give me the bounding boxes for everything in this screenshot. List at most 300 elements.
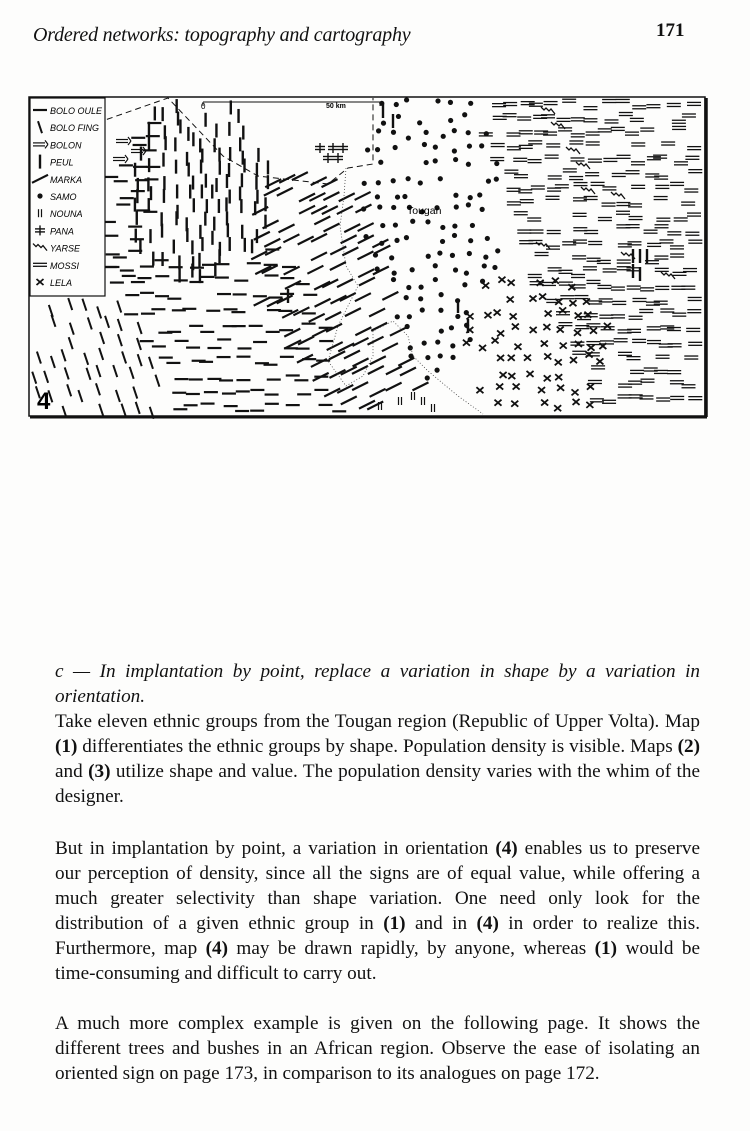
double-dash-symbol	[547, 188, 561, 191]
slash-symbol	[370, 356, 386, 364]
cross-symbol	[512, 324, 519, 330]
cross-symbol	[476, 387, 483, 393]
double-dash-symbol	[490, 158, 504, 161]
town-label-tougan: Tougan	[407, 205, 442, 217]
slash-symbol	[327, 342, 343, 350]
text-run: differentiates the ethnic groups by shape. Population density is visible. Maps	[77, 736, 678, 757]
slash-symbol	[279, 224, 295, 232]
dot-symbol	[404, 97, 409, 102]
dot-symbol	[376, 128, 381, 133]
slash-symbol	[324, 223, 340, 231]
double-dash-symbol	[668, 344, 682, 347]
dot-symbol	[402, 194, 407, 199]
double-dash-symbol	[569, 141, 583, 144]
slash-symbol	[341, 396, 357, 404]
dot-symbol	[468, 337, 473, 342]
double-dash-symbol	[688, 240, 702, 243]
double-dash-symbol	[617, 260, 631, 263]
yarse-symbol	[581, 187, 595, 194]
double-dash-symbol	[503, 114, 517, 117]
yarse-symbol	[576, 162, 590, 169]
slash-symbol	[400, 367, 416, 375]
double-dash-symbol	[603, 269, 617, 272]
page-number: 171	[656, 20, 685, 41]
steep-backslash-symbol	[99, 348, 103, 360]
steep-backslash-symbol	[155, 375, 159, 387]
double-dash-symbol	[548, 176, 562, 179]
double-dash-symbol	[654, 370, 668, 373]
nouna-symbol	[412, 392, 415, 400]
slash-symbol	[390, 328, 406, 336]
map-symbols	[32, 97, 702, 418]
double-dash-symbol	[626, 171, 640, 174]
dot-symbol	[466, 202, 471, 207]
steep-backslash-symbol	[65, 367, 69, 379]
double-dash-symbol	[588, 159, 602, 162]
double-dash-symbol	[590, 399, 604, 402]
double-dash-symbol	[667, 371, 681, 374]
double-dash-symbol	[584, 231, 598, 234]
double-dash-symbol	[667, 232, 681, 235]
steep-backslash-symbol	[105, 316, 109, 328]
map-reference: (1)	[594, 938, 618, 959]
double-dash-symbol	[528, 141, 542, 144]
slash-symbol	[254, 298, 270, 306]
double-dash-symbol	[573, 213, 587, 216]
cross-symbol	[541, 341, 548, 347]
dot-symbol	[422, 142, 427, 147]
dot-symbol	[438, 308, 443, 313]
slash-symbol	[344, 351, 360, 359]
cross-symbol	[508, 355, 515, 361]
dot-symbol	[404, 295, 409, 300]
double-dash-symbol	[602, 400, 616, 403]
double-dash-symbol	[541, 115, 555, 118]
slash-symbol	[314, 216, 330, 224]
double-dash-symbol	[571, 158, 585, 161]
double-dash-symbol	[591, 182, 605, 185]
double-dash-symbol	[559, 282, 573, 285]
dot-symbol	[462, 282, 467, 287]
double-dash-symbol	[647, 327, 661, 330]
dot-symbol	[448, 100, 453, 105]
double-dash-symbol	[632, 339, 646, 342]
map-reference: (3)	[88, 761, 111, 782]
cross-symbol	[530, 296, 537, 302]
dot-symbol	[396, 114, 401, 119]
text-run: in order to realize this. Furthermore, map	[55, 913, 700, 959]
double-dash-symbol	[558, 270, 572, 273]
dot-symbol	[378, 160, 383, 165]
dot-symbol	[365, 147, 370, 152]
cross-symbol	[573, 399, 580, 405]
slash-symbol	[312, 329, 328, 337]
dot-symbol	[410, 267, 415, 272]
slash-symbol	[372, 239, 388, 247]
map-reference: (2)	[677, 736, 700, 757]
cross-symbol	[527, 371, 534, 377]
slash-symbol	[265, 247, 281, 255]
double-dash-symbol	[687, 310, 701, 313]
double-dash-symbol	[571, 118, 585, 121]
double-dash-symbol	[632, 298, 646, 301]
slash-symbol	[386, 383, 402, 391]
figure-number: 4	[37, 388, 51, 415]
legend-label: SAMO	[50, 192, 77, 202]
slash-symbol	[323, 192, 339, 200]
dot-symbol	[425, 219, 430, 224]
slash-symbol	[370, 389, 386, 397]
dot-symbol	[464, 271, 469, 276]
steep-backslash-symbol	[113, 365, 117, 377]
double-dash-symbol	[644, 230, 658, 233]
double-dash-symbol	[571, 274, 585, 277]
double-dash-symbol	[602, 187, 616, 190]
slash-symbol	[338, 343, 354, 351]
paragraph-text	[55, 1011, 700, 1086]
dot-symbol	[424, 160, 429, 165]
double-dash-symbol	[600, 341, 614, 344]
double-dash-symbol	[646, 105, 660, 108]
double-dash-symbol	[640, 288, 654, 291]
nouna-symbol	[422, 397, 425, 405]
dot-symbol	[404, 235, 409, 240]
double-dash-symbol	[611, 287, 625, 290]
dot-symbol	[381, 121, 386, 126]
dot-symbol	[362, 181, 367, 186]
slash-symbol	[264, 239, 280, 247]
cross-symbol	[494, 400, 501, 406]
dot-symbol	[433, 263, 438, 268]
double-dash-symbol	[574, 183, 588, 186]
double-dash-symbol	[506, 133, 520, 136]
double-dash-symbol	[631, 162, 645, 165]
yarse-symbol	[661, 272, 675, 279]
slash-symbol	[386, 366, 402, 374]
double-dash-symbol	[685, 156, 699, 159]
double-dash-symbol	[654, 256, 668, 259]
dot-symbol	[425, 355, 430, 360]
map-canvas	[28, 96, 708, 419]
double-dash-symbol	[583, 119, 597, 122]
legend-label: PEUL	[50, 157, 74, 168]
dot-symbol	[492, 265, 497, 270]
double-dash-symbol	[545, 155, 559, 158]
text-run: utilize shape and value. The population density varies with the whim of the designer.	[55, 761, 700, 807]
dot-symbol	[435, 98, 440, 103]
double-dash-symbol	[586, 142, 600, 145]
cross-symbol	[554, 405, 561, 411]
slash-symbol	[357, 251, 373, 259]
slash-symbol	[355, 192, 371, 200]
dot-symbol	[448, 118, 453, 123]
double-dash-symbol	[514, 212, 528, 215]
double-dash-symbol	[572, 351, 586, 354]
double-dash-symbol	[598, 129, 612, 132]
slash-symbol	[358, 269, 374, 277]
dot-symbol	[466, 130, 471, 135]
cross-symbol	[498, 277, 505, 283]
dot-symbol	[480, 279, 485, 284]
cross-symbol	[538, 387, 545, 393]
dot-symbol	[376, 180, 381, 185]
slash-symbol	[359, 277, 375, 285]
double-dash-symbol	[632, 106, 646, 109]
paragraph-text	[55, 836, 700, 986]
double-dash-symbol	[686, 328, 700, 331]
legend-label: MARKA	[50, 174, 83, 185]
double-dash-symbol	[604, 120, 618, 123]
double-dash-symbol	[660, 309, 674, 312]
cross-symbol	[508, 280, 515, 286]
double-dash-symbol	[507, 202, 521, 205]
dot-symbol	[406, 176, 411, 181]
steep-backslash-symbol	[99, 404, 103, 416]
double-dash-symbol	[630, 370, 644, 373]
slash-symbol	[330, 262, 346, 270]
pana-symbol	[338, 143, 348, 153]
double-dash-symbol	[670, 396, 684, 399]
double-dash-symbol	[672, 126, 686, 129]
dot-symbol	[391, 130, 396, 135]
double-dash-symbol	[682, 114, 696, 117]
double-dash-symbol	[557, 118, 571, 121]
dot-symbol	[433, 145, 438, 150]
double-dash-symbol	[683, 269, 697, 272]
dot-symbol	[424, 130, 429, 135]
steep-backslash-symbol	[97, 306, 101, 318]
dot-symbol	[420, 307, 425, 312]
double-dash-symbol	[639, 309, 653, 312]
double-dash-symbol	[513, 158, 527, 161]
steep-backslash-symbol	[32, 372, 36, 384]
double-dash-symbol	[656, 218, 670, 221]
yarse-symbol	[611, 192, 625, 199]
cross-symbol	[496, 384, 503, 390]
slash-symbol	[398, 358, 414, 366]
double-dash-symbol	[647, 243, 661, 246]
double-dash-symbol	[616, 99, 630, 102]
cross-symbol	[569, 300, 576, 306]
steep-backslash-symbol	[96, 383, 100, 395]
pana-symbol	[315, 143, 325, 153]
ethnic-groups-orientation-map	[28, 96, 708, 419]
dot-symbol	[406, 135, 411, 140]
double-dash-symbol	[519, 131, 533, 134]
double-dash-symbol	[659, 240, 673, 243]
double-dash-symbol	[687, 102, 701, 105]
dot-symbol	[453, 157, 458, 162]
yarse-symbol	[541, 107, 555, 114]
cross-symbol	[539, 294, 546, 300]
slash-symbol	[369, 309, 385, 317]
double-dash-symbol	[546, 144, 560, 147]
double-dash-symbol	[631, 185, 645, 188]
steep-backslash-symbol	[117, 301, 121, 313]
cross-symbol	[494, 310, 501, 316]
slash-symbol	[382, 292, 398, 300]
dot-symbol	[377, 204, 382, 209]
dot-symbol	[391, 205, 396, 210]
cross-symbol	[543, 324, 550, 330]
double-dash-symbol	[556, 312, 570, 315]
dot-symbol	[449, 325, 454, 330]
cross-symbol	[497, 355, 504, 361]
cross-symbol	[572, 389, 579, 395]
cross-symbol	[557, 327, 564, 333]
double-dash-symbol	[629, 217, 643, 220]
text-run: A much more complex example is given on the following page. It shows the different trees and bushes in an African region. Observe the ease of isolating an oriented sign on page 173, in comparison to its analogues on page 172.	[55, 1013, 700, 1084]
double-dash-symbol	[629, 316, 643, 319]
double-dash-symbol	[591, 366, 605, 369]
steep-backslash-symbol	[122, 351, 126, 363]
dot-symbol	[453, 267, 458, 272]
dot-symbol	[433, 158, 438, 163]
dot-symbol	[437, 250, 442, 255]
dot-symbol	[395, 314, 400, 319]
double-dash-symbol	[674, 218, 688, 221]
double-dash-symbol	[670, 254, 684, 257]
slash-symbol	[339, 193, 355, 201]
dot-symbol	[426, 254, 431, 259]
text-run: Take eleven ethnic groups from the Tougan region (Republic of Upper Volta). Map	[55, 711, 700, 732]
dot-symbol	[479, 143, 484, 148]
double-dash-symbol	[655, 185, 669, 188]
slash-symbol	[311, 252, 327, 260]
double-dash-symbol	[672, 120, 686, 123]
double-dash-symbol	[687, 147, 701, 150]
double-dash-symbol	[546, 196, 560, 199]
slash-symbol	[315, 299, 331, 307]
dot-symbol	[467, 251, 472, 256]
pana-symbol	[328, 143, 338, 153]
dot-symbol	[380, 223, 385, 228]
double-dash-symbol	[586, 132, 600, 135]
dot-symbol	[468, 101, 473, 106]
double-dash-symbol	[626, 225, 640, 228]
double-dash-symbol	[583, 107, 597, 110]
dot-symbol	[484, 131, 489, 136]
double-dash-symbol	[588, 380, 602, 383]
dot-symbol	[406, 285, 411, 290]
dot-symbol	[477, 192, 482, 197]
cross-symbol	[555, 359, 562, 365]
steep-backslash-symbol	[88, 317, 92, 329]
double-dash-symbol	[630, 118, 644, 121]
dot-symbol	[441, 134, 446, 139]
slash-symbol	[353, 358, 369, 366]
double-dash-symbol	[674, 162, 688, 165]
dot-symbol	[480, 207, 485, 212]
double-dash-symbol	[670, 182, 684, 185]
double-dash-symbol	[514, 175, 528, 178]
legend-label: LELA	[50, 278, 73, 288]
dot-symbol	[391, 277, 396, 282]
slash-symbol	[374, 246, 390, 254]
slash-symbol	[307, 266, 323, 274]
cross-symbol	[555, 374, 562, 380]
double-dash-symbol	[655, 286, 669, 289]
dot-symbol	[470, 223, 475, 228]
scale-bar	[201, 102, 380, 111]
dot-symbol	[375, 194, 380, 199]
double-dash-symbol	[547, 231, 561, 234]
steep-backslash-symbol	[51, 356, 55, 368]
dot-symbol	[467, 143, 472, 148]
dot-symbol	[435, 339, 440, 344]
dot-symbol	[482, 263, 487, 268]
dot-symbol	[408, 345, 413, 350]
cross-symbol	[604, 323, 611, 329]
slash-symbol	[367, 337, 383, 345]
steep-backslash-symbol	[37, 352, 41, 364]
dot-symbol	[454, 204, 459, 209]
paragraph-intro	[55, 659, 700, 809]
double-dash-symbol	[684, 356, 698, 359]
pana-symbol	[323, 153, 333, 163]
cross-symbol	[596, 358, 603, 364]
dot-symbol	[417, 120, 422, 125]
double-dash-symbol	[517, 230, 531, 233]
steep-backslash-symbol	[136, 402, 140, 414]
double-dash-symbol	[627, 286, 641, 289]
map-reference: (4)	[495, 838, 518, 859]
dotted-boundary	[328, 168, 483, 414]
cross-symbol	[507, 296, 514, 302]
slash-symbol	[355, 293, 371, 301]
samo-legend-icon	[37, 193, 42, 198]
cross-symbol	[484, 312, 491, 318]
double-dash-symbol	[612, 173, 626, 176]
text-run: would be time-consuming and difficult to carry out.	[55, 938, 700, 984]
double-dash-symbol	[612, 301, 626, 304]
cross-symbol	[479, 345, 486, 351]
double-dash-symbol	[628, 381, 642, 384]
dot-symbol	[440, 239, 445, 244]
slash-symbol	[309, 314, 325, 322]
double-dash-symbol	[562, 99, 576, 102]
double-dash-symbol	[528, 274, 542, 277]
dot-symbol	[392, 271, 397, 276]
dot-symbol	[452, 148, 457, 153]
steep-backslash-symbol	[149, 357, 153, 369]
double-dash-symbol	[616, 211, 630, 214]
dot-symbol	[450, 253, 455, 258]
cross-symbol	[586, 402, 593, 408]
cross-symbol	[559, 307, 566, 313]
cross-symbol	[574, 330, 581, 336]
double-dash-symbol	[625, 132, 639, 135]
cross-symbol	[500, 372, 507, 378]
slash-symbol	[341, 235, 357, 243]
dot-symbol	[455, 314, 460, 319]
cross-symbol	[590, 328, 597, 334]
double-dash-symbol	[520, 200, 534, 203]
double-dash-symbol	[574, 296, 588, 299]
cross-symbol	[588, 345, 595, 351]
slash-symbol	[342, 247, 358, 255]
double-dash-symbol	[544, 102, 558, 105]
dot-symbol	[418, 285, 423, 290]
double-dash-symbol	[614, 339, 628, 342]
map-reference: (1)	[55, 736, 78, 757]
map-reference: (1)	[383, 913, 406, 934]
steep-backslash-symbol	[87, 368, 91, 380]
cross-symbol	[557, 385, 564, 391]
legend-label: BOLO OULE	[50, 106, 103, 116]
cross-symbol	[530, 327, 537, 333]
double-dash-symbol	[572, 256, 586, 259]
